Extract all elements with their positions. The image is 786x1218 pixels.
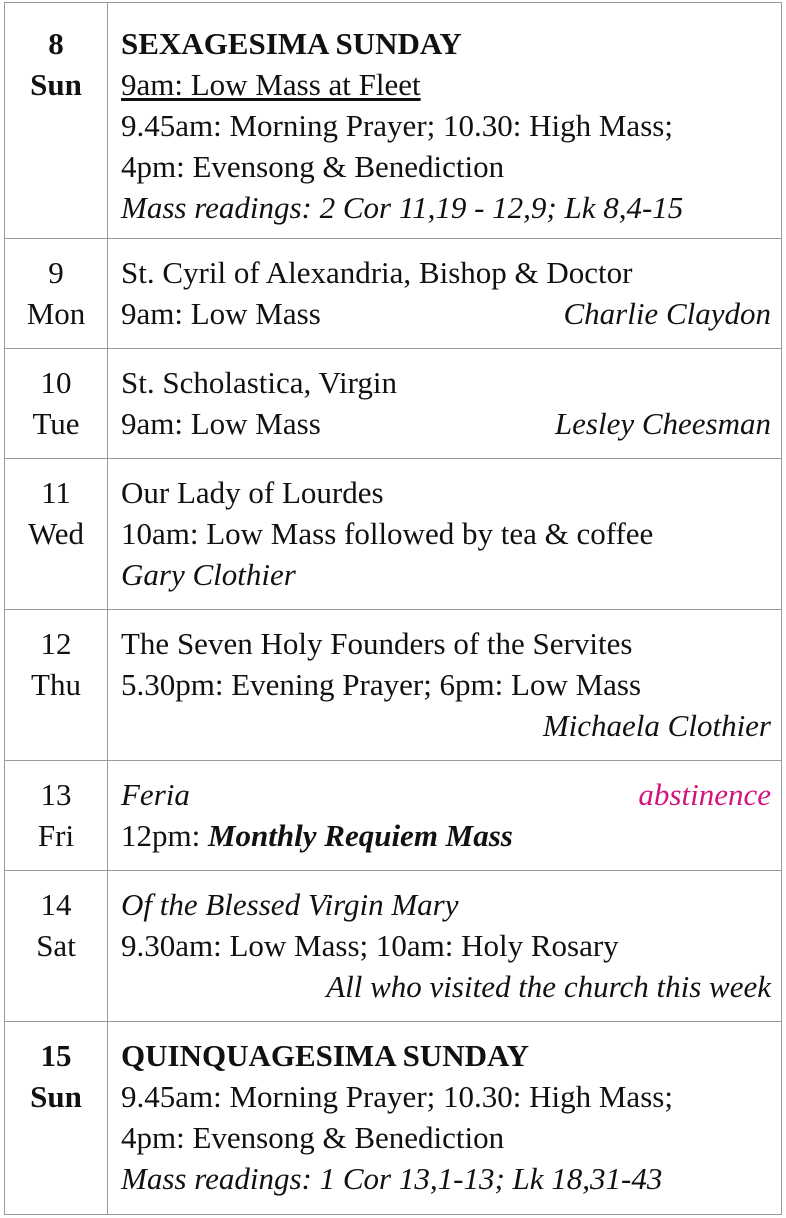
day-name: Thu xyxy=(31,667,81,702)
entry-cell xyxy=(108,349,782,459)
day-name: Tue xyxy=(32,406,80,441)
entry-cell xyxy=(108,3,782,239)
entry-cell xyxy=(108,1022,782,1215)
date-number: 13 xyxy=(40,777,72,812)
mass-time: 9.30am: Low Mass; 10am: Holy Rosary xyxy=(121,928,619,963)
service-line: 4pm: Evensong & Benediction xyxy=(121,149,505,184)
fleet-mass-link: 9am: Low Mass at Fleet xyxy=(121,67,421,102)
entry-cell xyxy=(108,761,782,871)
date-cell xyxy=(5,349,108,459)
abstinence-note: abstinence xyxy=(638,777,771,812)
feast-title: QUINQUAGESIMA SUNDAY xyxy=(121,1038,529,1073)
feast-title: Of the Blessed Virgin Mary xyxy=(121,887,459,922)
mass-time: 10am: Low Mass followed by tea & coffee xyxy=(121,516,654,551)
date-number: 10 xyxy=(40,365,72,400)
day-name: Sun xyxy=(30,67,82,102)
calendar-row xyxy=(5,761,782,871)
feast-title: St. Scholastica, Virgin xyxy=(121,365,397,400)
service-line: 4pm: Evensong & Benediction xyxy=(121,1120,505,1155)
requiem-mass: Monthly Requiem Mass xyxy=(207,818,513,853)
date-cell xyxy=(5,459,108,610)
feast-title: SEXAGESIMA SUNDAY xyxy=(121,26,462,61)
date-number: 11 xyxy=(41,475,71,510)
mass-intention: Lesley Cheesman xyxy=(554,406,771,441)
calendar-row xyxy=(5,349,782,459)
day-name: Fri xyxy=(37,818,75,853)
calendar-table xyxy=(4,2,782,1215)
mass-time: 9am: Low Mass xyxy=(121,296,321,331)
mass-time: 5.30pm: Evening Prayer; 6pm: Low Mass xyxy=(121,667,642,702)
date-cell xyxy=(5,871,108,1022)
calendar-row xyxy=(5,610,782,761)
day-name: Sat xyxy=(36,928,76,963)
mass-readings: Mass readings: 1 Cor 13,1-13; Lk 18,31-43 xyxy=(121,1161,663,1196)
feast-title: Our Lady of Lourdes xyxy=(121,475,384,510)
day-name: Wed xyxy=(27,516,85,551)
calendar-row xyxy=(5,239,782,349)
mass-intention: All who visited the church this week xyxy=(326,969,771,1004)
mass-intention: Gary Clothier xyxy=(121,557,296,592)
date-number: 15 xyxy=(40,1038,72,1073)
mass-readings: Mass readings: 2 Cor 11,19 - 12,9; Lk 8,4-15 xyxy=(121,190,684,225)
day-name: Mon xyxy=(26,296,86,331)
mass-intention: Michaela Clothier xyxy=(542,708,771,743)
mass-time: 9am: Low Mass xyxy=(121,406,321,441)
calendar-row xyxy=(5,459,782,610)
date-number: 9 xyxy=(48,255,64,290)
date-number: 8 xyxy=(48,26,64,61)
mass-intention: Charlie Claydon xyxy=(563,296,771,331)
feast-title: St. Cyril of Alexandria, Bishop & Doctor xyxy=(121,255,633,290)
entry-cell xyxy=(108,871,782,1022)
mass-time: 12pm: xyxy=(121,818,208,853)
date-cell xyxy=(5,3,108,239)
day-name: Sun xyxy=(30,1079,82,1114)
feast-title: Feria xyxy=(121,777,190,812)
service-line: 9.45am: Morning Prayer; 10.30: High Mass; xyxy=(121,108,673,143)
date-cell xyxy=(5,239,108,349)
date-cell xyxy=(5,1022,108,1215)
date-cell xyxy=(5,761,108,871)
calendar-row xyxy=(5,871,782,1022)
calendar-row xyxy=(5,1022,782,1215)
date-cell xyxy=(5,610,108,761)
feast-title: The Seven Holy Founders of the Servites xyxy=(121,626,633,661)
calendar-row xyxy=(5,3,782,239)
entry-cell xyxy=(108,459,782,610)
date-number: 14 xyxy=(40,887,72,922)
entry-cell xyxy=(108,239,782,349)
date-number: 12 xyxy=(40,626,72,661)
entry-cell xyxy=(108,610,782,761)
service-line: 9.45am: Morning Prayer; 10.30: High Mass; xyxy=(121,1079,673,1114)
